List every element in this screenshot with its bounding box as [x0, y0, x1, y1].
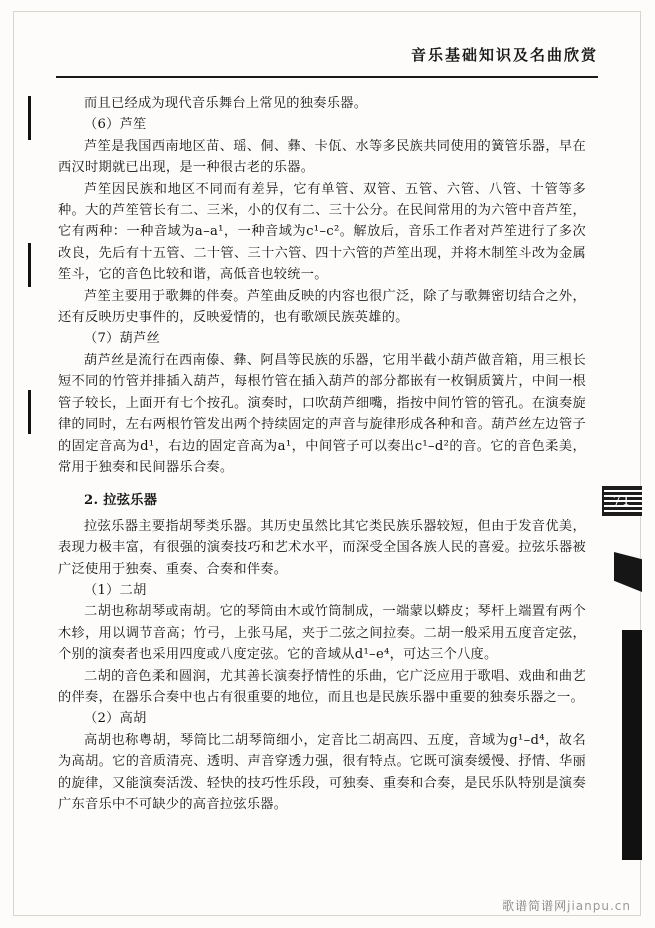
page-number-stripes [604, 490, 642, 512]
paragraph: 拉弦乐器主要指胡琴类乐器。其历史虽然比其它类民族乐器较短，但由于发音优美，表现力极丰富，有很强的演奏技巧和艺术水平，而深受全国各族人民的喜爱。拉弦乐器被广泛使用于独奏、重奏、合奏和伴奏。 [58, 518, 586, 577]
section-heading: 2. 拉弦乐器 [84, 493, 158, 509]
edge-marker-bar [622, 630, 642, 860]
paragraph: 二胡也称胡琴或南胡。它的琴筒由木或竹筒制成，一端蒙以蟒皮；琴杆上端置有两个木轸，用以调节音高；竹弓，上张马尾，夹于二弦之间拉奏。二胡一般采用五度音定弦，个别的演奏者也采用四度或八度定弦。它的音域从d¹–e⁴，可达三个八度。 [58, 604, 586, 663]
footer-site: jianpu.cn [567, 899, 631, 913]
paragraph: （1）二胡 [84, 582, 147, 598]
margin-tick-mark [28, 96, 31, 140]
footer-watermark [502, 897, 631, 914]
paragraph: 芦笙因民族和地区不同而有差异，它有单管、双管、五管、六管、八管、十管等多种。大的芦笙管长有二、三米，小的仅有二、三十公分。在民间常用的为六管中音芦笙，它有两种：一种音域为a–a¹，一种音域为c¹–c²。解放后，音乐工作者对芦笙进行了多次改良，先后有十五管、二十管、三十六管、四十六管的芦笙出现，并将木制笙斗改为金属笙斗，它的音色比较和谐，高低音也较统一。 [58, 181, 586, 283]
header-divider [56, 76, 598, 78]
paragraph: （2）高胡 [84, 711, 147, 727]
page-header-title: 音乐基础知识及名曲欣赏 [410, 46, 598, 64]
margin-tick-mark [28, 243, 31, 287]
margin-tick-mark [28, 390, 31, 434]
page-body [58, 93, 586, 815]
paragraph: 而且已经成为现代音乐舞台上常见的独奏乐器。 [84, 96, 368, 111]
paragraph: 芦笙主要用于歌舞的伴奏。芦笙曲反映的内容也很广泛，除了与歌舞密切结合之外，还有反映历史事件的，反映爱情的，也有歌颂民族英雄的。 [58, 288, 586, 326]
paragraph: （6）芦笙 [84, 117, 147, 133]
paragraph: 葫芦丝是流行在西南傣、彝、阿昌等民族的乐器，它用半截小葫芦做音箱，用三根长短不同的竹管并排插入葫芦，每根竹管在插入葫芦的部分都嵌有一枚铜质簧片，中间一根管子较长，上面开有七个按孔。演奏时，口吹葫芦细嘴，指按中间竹管的管孔。在演奏旋律的同时，左右两根竹管发出两个持续固定的声音与旋律形成各种和音。葫芦丝左边管子的固定音高为d¹，右边的固定音高为a¹，中间管子可以奏出c¹–d²的音。它的音色柔美，常用于独奏和民间器乐合奏。 [58, 352, 586, 475]
footer-label: 歌谱简谱网 [502, 899, 568, 913]
paragraph: 二胡的音色柔和圆润，尤其善长演奏抒情性的乐曲，它广泛应用于歌唱、戏曲和曲艺的伴奏，在器乐合奏中也占有很重要的地位，而且也是民族乐器中重要的独奏乐器之一。 [58, 668, 586, 705]
paragraph: 芦笙是我国西南地区苗、瑶、侗、彝、卡佤、水等多民族共同使用的簧管乐器，早在西汉时期就已出现，是一种很古老的乐器。 [58, 138, 586, 176]
paragraph: 高胡也称粤胡，琴筒比二胡琴筒细小，定音比二胡高四、五度，音域为g¹–d⁴，故名为高胡。它的音质清亮、透明、声音穿透力强，很有特点。它既可演奏缓慢、抒情、华丽的旋律，又能演奏活泼、轻快的技巧性乐段，可独奏、重奏和合奏，是民乐队特别是演奏广东音乐中不可缺少的高音拉弦乐器。 [58, 732, 586, 812]
paragraph: （7）葫芦丝 [84, 331, 161, 347]
